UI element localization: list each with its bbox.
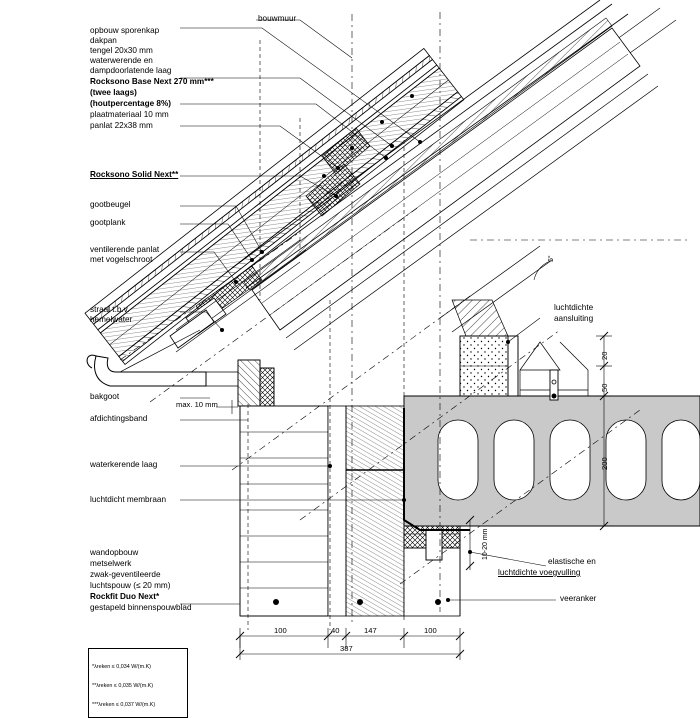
label-veeranker [560, 594, 596, 604]
legend-line-1: *λreken ≤ 0,034 W/(m.K) [92, 663, 151, 670]
label-luchtdichte-aansluiting [554, 303, 593, 313]
label-zwak-geventileerde [90, 570, 161, 580]
label-line: plaatmateriaal 10 mm [90, 110, 169, 119]
dim-right-200 [600, 457, 609, 470]
label-ventilerende-panlat [90, 245, 159, 255]
dim-value: 200 [600, 457, 609, 470]
label-vogelschroot [90, 255, 152, 265]
label-afdichtingsband [90, 414, 147, 424]
dim-inner-10-20mm [482, 528, 489, 560]
dim-bottom-40 [331, 626, 339, 635]
label-dampdoorlatend [90, 66, 171, 76]
label-twee-laags [90, 88, 137, 98]
dim-max-10mm [176, 400, 218, 409]
label-line: gestapeld binnenspouwblad [90, 603, 192, 612]
label-line: gootplank [90, 218, 126, 227]
label-line: veeranker [560, 594, 597, 603]
label-gootplank [90, 218, 126, 228]
label-line: luchtdichte voegvulling [498, 568, 581, 577]
label-straal-hemelwater [90, 305, 129, 315]
label-line: panlat 22x38 mm [90, 121, 153, 130]
label-panlat [90, 121, 153, 131]
label-line: dakpan [90, 36, 117, 45]
label-waterkerende-laag [90, 460, 157, 470]
label-rocksono-solid-next [90, 170, 178, 180]
dim-bottom-147 [364, 626, 377, 635]
dim-bottom-total [340, 644, 353, 653]
label-line: metselwerk [90, 559, 132, 568]
label-aansluiting [554, 314, 593, 324]
label-rockfit-duo-next [90, 592, 159, 602]
dim-value: 40 [331, 626, 340, 635]
label-line: met vogelschroot [90, 255, 153, 264]
label-line: straal t.b.v. [90, 305, 130, 314]
label-line: ventilerende panlat [90, 245, 160, 254]
label-line: (twee laags) [90, 88, 137, 97]
label-line: luchtdichte [554, 303, 594, 312]
label-houtpercentage [90, 99, 171, 109]
label-luchtdicht-membraan [90, 495, 166, 505]
label-line: bakgoot [90, 392, 120, 401]
label-line: waterkerende laag [90, 460, 158, 469]
label-line: wandopbouw [90, 548, 139, 557]
label-luchtdichte-voegvulling [498, 568, 580, 578]
label-line: luchtdicht membraan [90, 495, 166, 504]
label-line: (houtpercentage 8%) [90, 99, 171, 108]
dim-value: 147 [364, 626, 377, 635]
dim-value: 100 [424, 626, 437, 635]
dim-right-50 [600, 384, 609, 392]
label-opbouw-sporenkap [90, 26, 159, 36]
label-line: Rocksono Solid Next** [90, 170, 179, 179]
label-elastische-voegvulling [548, 557, 596, 567]
label-line: Rocksono Base Next 270 mm*** [90, 77, 214, 86]
label-gootbeugel [90, 200, 131, 210]
label-line: tengel 20x30 mm [90, 46, 153, 55]
label-hemelwater [90, 315, 132, 325]
label-dakpan [90, 36, 117, 46]
legend-line-3: ***λreken ≤ 0,037 W/(m.K) [92, 702, 156, 709]
dim-value: 100 [274, 626, 287, 635]
label-bouwmuur [258, 14, 296, 24]
label-line: hemelwater [90, 315, 133, 324]
label-tengel [90, 46, 153, 56]
dim-right-20 [600, 352, 609, 360]
dim-bottom-100b [424, 626, 437, 635]
label-line: Rockfit Duo Next* [90, 592, 160, 601]
label-line: opbouw sporenkap [90, 26, 160, 35]
dim-value: 5° [548, 255, 555, 262]
lambda-legend-box [88, 648, 188, 718]
label-line: dampdoorlatende laag [90, 66, 172, 75]
label-waterwerende [90, 56, 153, 66]
dim-angle-5deg [548, 255, 555, 262]
dim-value: 20 [600, 351, 609, 360]
label-line: luchtspouw (≤ 20 mm) [90, 581, 171, 590]
dim-value: 10-20 mm [482, 528, 489, 560]
label-line: afdichtingsband [90, 414, 148, 423]
dim-value: 387 [340, 644, 353, 653]
label-wandopbouw [90, 548, 138, 558]
label-line: elastische en [548, 557, 596, 566]
label-line: bouwmuur [258, 14, 297, 23]
dim-value: 50 [600, 383, 609, 392]
label-gestapeld-binnenspouwblad [90, 603, 192, 613]
label-bakgoot [90, 392, 119, 402]
dim-bottom-100a [274, 626, 287, 635]
label-line: zwak-geventileerde [90, 570, 161, 579]
legend-line-2: **λreken ≤ 0,035 W/(m.K) [92, 683, 154, 690]
dim-value: max. 10 mm [176, 400, 218, 409]
label-plaatmateriaal [90, 110, 169, 120]
label-rocksono-base-next [90, 77, 214, 87]
label-line: waterwerende en [90, 56, 153, 65]
label-luchtspouw [90, 581, 170, 591]
label-line: gootbeugel [90, 200, 131, 209]
label-metselwerk [90, 559, 131, 569]
label-line: aansluiting [554, 314, 594, 323]
